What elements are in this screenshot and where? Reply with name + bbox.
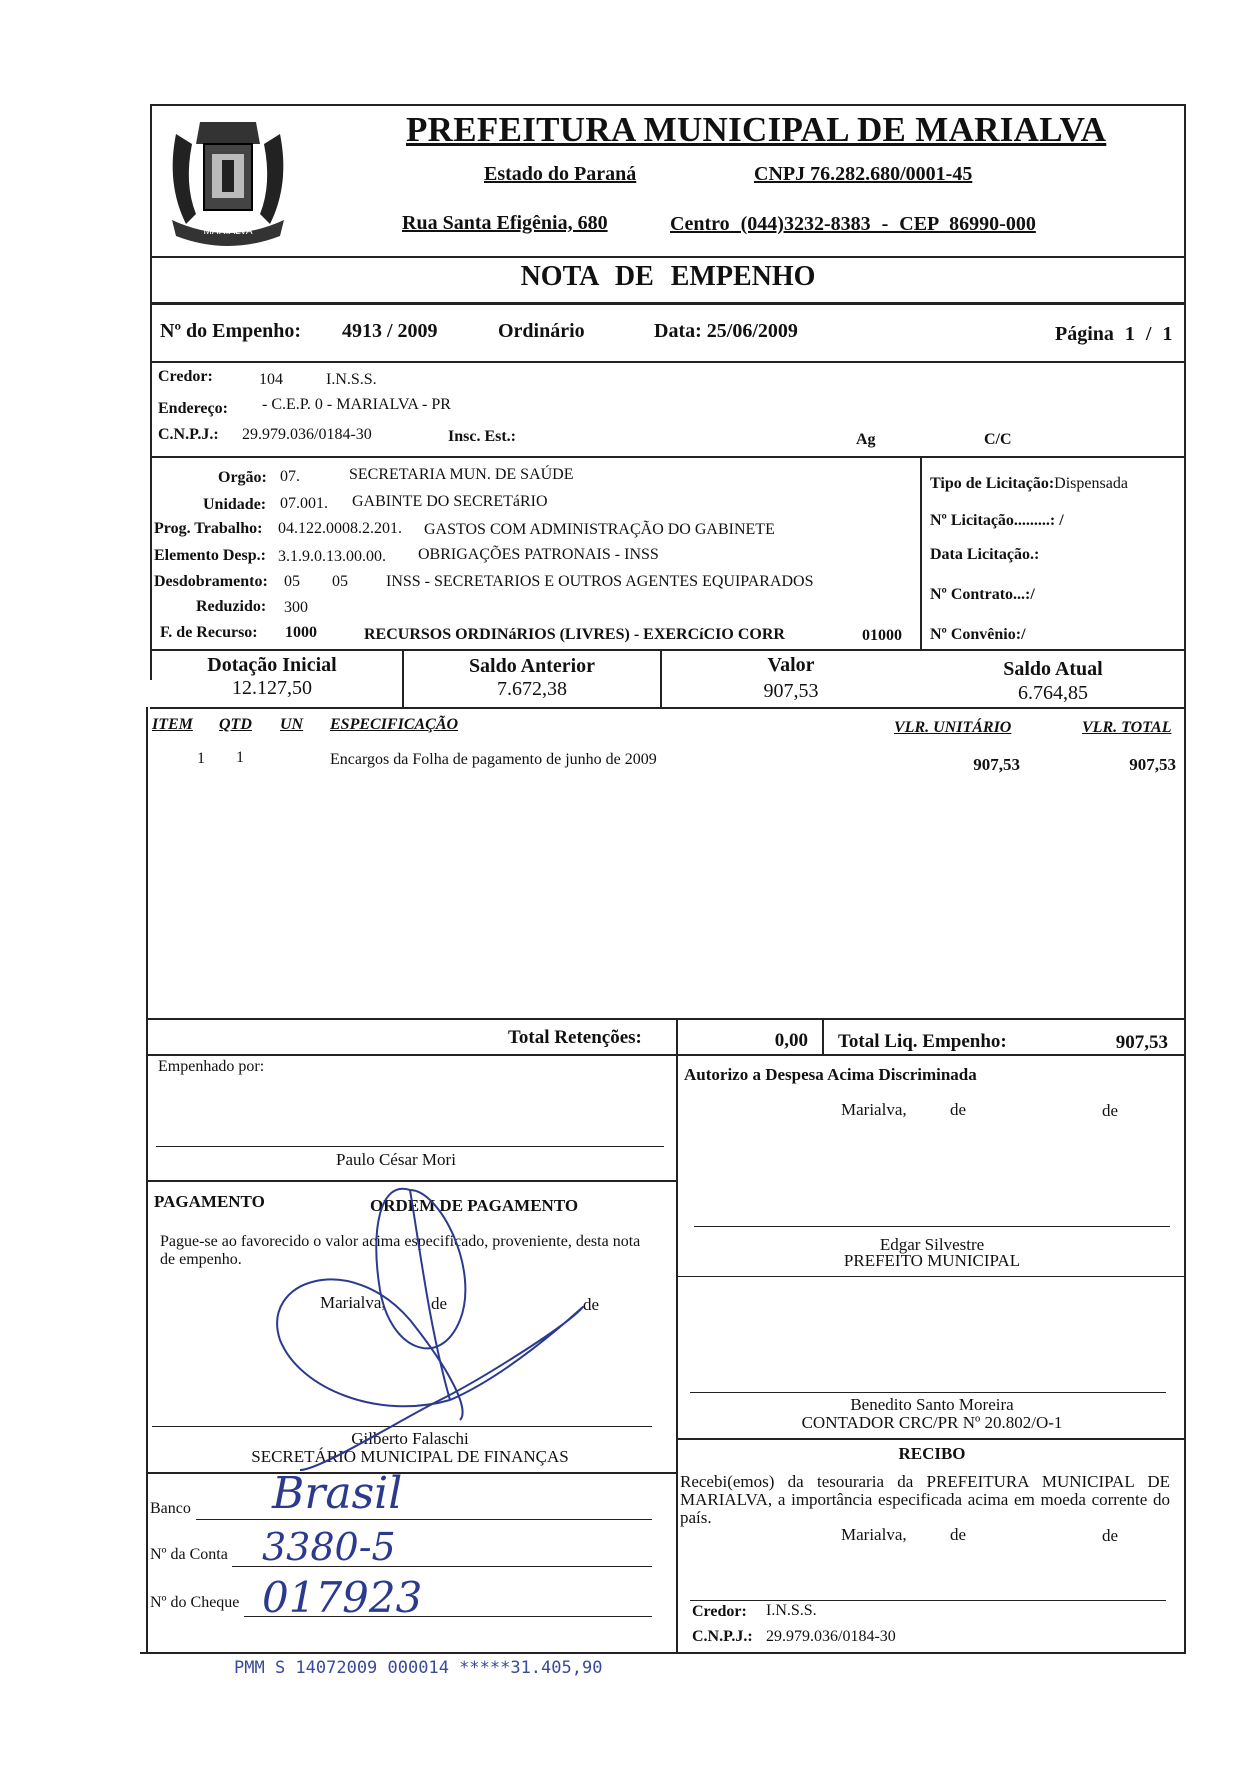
col-especificacao: ESPECIFICAÇÃO: [330, 716, 459, 733]
empenho-type: Ordinário: [498, 320, 585, 342]
prog-desc: GASTOS COM ADMINISTRAÇÃO DO GABINETE: [424, 521, 775, 538]
col-vlr-unitario: VLR. UNITÁRIO: [894, 719, 1012, 736]
recibo-de-2: de: [1102, 1526, 1119, 1545]
recibo-cnpj-label: C.N.P.J.:: [692, 1628, 753, 1645]
recibo-text: Recebi(emos) da tesouraria da PREFEITURA MUNICIPAL DE MARIALVA, a importância especificada acima em moeda corrente do país.: [680, 1472, 1170, 1527]
elemento-desc: OBRIGAÇÕES PATRONAIS - INSS: [418, 546, 659, 563]
num-convenio: Nº Convênio:/: [930, 626, 1026, 643]
col-un: UN: [280, 716, 304, 733]
cheque-handwritten: 017923: [262, 1573, 423, 1622]
empenhado-label: Empenhado por:: [158, 1058, 265, 1075]
autorizo-de-1: de: [950, 1100, 967, 1119]
cc-label: C/C: [984, 431, 1012, 448]
cnpj-label: CNPJ 76.282.680/0001-45: [754, 163, 973, 185]
ordem-pagamento-label: ORDEM DE PAGAMENTO: [370, 1196, 579, 1215]
col-item: ITEM: [152, 716, 193, 733]
autorizo-city: Marialva,: [841, 1100, 907, 1119]
credor-cnpj: 29.979.036/0184-30: [242, 426, 372, 443]
desdobramento-label: Desdobramento:: [154, 573, 268, 590]
credor-code: 104: [259, 371, 283, 388]
pagamento-de-2: de: [583, 1295, 600, 1314]
dotacao-inicial-label: Dotação Inicial: [207, 654, 337, 676]
total-liq-value: 907,53: [1115, 1032, 1168, 1053]
document-title: NOTA DE EMPENHO: [520, 261, 816, 292]
pagamento-city: Marialva,: [320, 1293, 386, 1312]
recurso-label: F. de Recurso:: [160, 624, 258, 641]
ag-label: Ag: [856, 431, 876, 448]
saldo-atual-value: 6.764,85: [1018, 682, 1088, 704]
saldo-atual-label: Saldo Atual: [1003, 658, 1103, 680]
frame-top: [150, 104, 1186, 106]
endereco-value: - C.E.P. 0 - MARIALVA - PR: [262, 396, 451, 413]
total-retencoes-label: Total Retenções:: [508, 1027, 642, 1048]
col-vlr-total: VLR. TOTAL: [1082, 719, 1172, 736]
recibo-credor: I.N.S.S.: [766, 1602, 817, 1619]
row-qtd: 1: [236, 749, 244, 766]
num-contrato: Nº Contrato...:/: [930, 586, 1035, 603]
bottom-stamp: PMM S 14072009 000014 *****31.405,90: [234, 1658, 603, 1678]
frame-right: [1184, 104, 1186, 1654]
banco-handwritten: Brasil: [272, 1468, 403, 1519]
dotacao-inicial-value: 12.127,50: [232, 677, 312, 699]
total-liq-label: Total Liq. Empenho:: [838, 1031, 1007, 1052]
contador-name: Benedito Santo Moreira: [850, 1395, 1014, 1414]
saldo-anterior-value: 7.672,38: [497, 678, 567, 700]
reduzido-value: 300: [284, 599, 308, 616]
valor-label: Valor: [767, 654, 815, 676]
unidade-desc: GABINTE DO SECRETáRIO: [352, 493, 548, 510]
state-label: Estado do Paraná: [484, 163, 637, 185]
row-vlr-unitario: 907,53: [973, 755, 1020, 774]
elemento-code: 3.1.9.0.13.00.00.: [278, 548, 386, 565]
empenho-date: Data: 25/06/2009: [654, 320, 798, 342]
desdobramento-2: 05: [332, 573, 348, 590]
prog-code: 04.122.0008.2.201.: [278, 520, 402, 537]
page-title: PREFEITURA MUNICIPAL DE MARIALVA: [406, 110, 1107, 149]
page-number: Página 1 / 1: [1055, 323, 1173, 345]
orgao-code: 07.: [280, 468, 300, 485]
pagamento-text: Pague-se ao favorecido o valor acima especificado, proveniente, desta nota de empenho.: [160, 1233, 641, 1268]
secretario-name: Gilberto Falaschi: [351, 1429, 469, 1448]
recurso-code: 1000: [285, 624, 317, 641]
empenho-number: 4913 / 2009: [342, 320, 438, 342]
credor-cnpj-label: C.N.P.J.:: [158, 426, 219, 443]
credor-name: I.N.S.S.: [326, 371, 377, 388]
frame-left: [150, 104, 152, 680]
orgao-desc: SECRETARIA MUN. DE SAÚDE: [349, 466, 574, 483]
credor-label: Credor:: [158, 368, 213, 385]
row-vlr-total: 907,53: [1129, 755, 1176, 774]
autorizo-label: Autorizo a Despesa Acima Discriminada: [684, 1065, 977, 1084]
insc-label: Insc. Est.:: [448, 428, 517, 445]
logo-text: MARIALVA: [203, 226, 253, 237]
reduzido-label: Reduzido:: [196, 598, 267, 615]
row-item: 1: [197, 750, 205, 767]
desdobramento-desc: INSS - SECRETARIOS E OUTROS AGENTES EQUIPARADOS: [386, 573, 814, 590]
conta-handwritten: 3380-5: [262, 1525, 396, 1569]
contador-role: CONTADOR CRC/PR Nº 20.802/O-1: [801, 1413, 1063, 1432]
tipo-licitacao-label: Tipo de Licitação:Dispensada: [930, 475, 1128, 492]
tipo-licitacao-value: Dispensada: [1054, 475, 1128, 492]
unidade-label: Unidade:: [203, 496, 267, 513]
row-especificacao: Encargos da Folha de pagamento de junho de 2009: [330, 751, 657, 768]
logo-crest-icon: [156, 104, 300, 252]
recurso-desc: RECURSOS ORDINáRIOS (LIVRES) - EXERCíCIO CORR: [364, 626, 785, 643]
recibo-de-1: de: [950, 1525, 967, 1544]
pagamento-label: PAGAMENTO: [154, 1192, 265, 1211]
recibo-credor-label: Credor:: [692, 1603, 747, 1620]
recibo-label: RECIBO: [898, 1444, 966, 1463]
secretario-role: SECRETÁRIO MUNICIPAL DE FINANÇAS: [251, 1447, 569, 1466]
recibo-city: Marialva,: [841, 1525, 907, 1544]
street-label: Rua Santa Efigênia, 680: [402, 212, 608, 234]
unidade-code: 07.001.: [280, 495, 328, 512]
conta-label: Nº da Conta: [150, 1546, 228, 1563]
pagamento-de-1: de: [431, 1294, 448, 1313]
endereco-label: Endereço:: [158, 400, 228, 417]
recurso-fonte: 01000: [862, 627, 902, 644]
prog-label: Prog. Trabalho:: [154, 520, 263, 537]
total-retencoes-value: 0,00: [774, 1030, 808, 1051]
elemento-label: Elemento Desp.:: [154, 547, 266, 564]
cheque-label: Nº do Cheque: [150, 1594, 240, 1611]
autorizo-de-2: de: [1102, 1101, 1119, 1120]
recibo-cnpj: 29.979.036/0184-30: [766, 1628, 896, 1645]
prefeito-name: Edgar Silvestre: [879, 1235, 985, 1254]
prefeito-role: PREFEITO MUNICIPAL: [843, 1251, 1021, 1270]
banco-label: Banco: [150, 1500, 191, 1517]
num-licitacao: Nº Licitação.........: /: [930, 512, 1064, 529]
desdobramento-1: 05: [284, 573, 300, 590]
col-qtd: QTD: [219, 716, 252, 733]
saldo-anterior-label: Saldo Anterior: [468, 655, 596, 677]
address-label: Centro (044)3232-8383 - CEP 86990-000: [670, 213, 1036, 235]
empenho-number-label: Nº do Empenho:: [160, 320, 302, 342]
signature-scribble-icon: [260, 1170, 620, 1490]
empenhado-name: Paulo César Mori: [336, 1150, 456, 1169]
valor-value: 907,53: [763, 680, 819, 702]
data-licitacao: Data Licitação.:: [930, 546, 1040, 563]
orgao-label: Orgão:: [218, 469, 267, 486]
